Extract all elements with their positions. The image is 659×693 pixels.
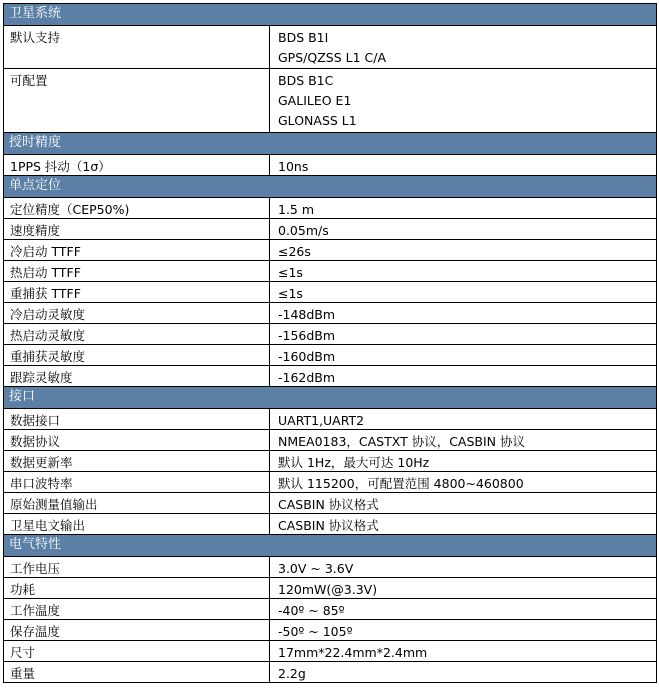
section-header	[4, 4, 656, 26]
table-row	[4, 493, 656, 514]
row-value-text: 17mm*22.4mm*2.4mm	[278, 645, 428, 660]
row-label-text: 定位精度（CEP50%)	[10, 202, 130, 217]
row-label	[4, 620, 270, 640]
row-label-text: 工作温度	[10, 603, 61, 618]
table-row	[4, 366, 656, 387]
row-value	[270, 155, 656, 175]
row-value-text: NMEA0183，CASTXT 协议，CASBIN 协议	[278, 434, 525, 449]
row-value-text: CASBIN 协议格式	[278, 518, 379, 533]
row-value-text: 3.0V ~ 3.6V	[278, 561, 354, 576]
row-label	[4, 26, 270, 68]
row-value	[270, 198, 656, 218]
row-value	[270, 261, 656, 281]
table-row	[4, 324, 656, 345]
row-value	[270, 557, 656, 577]
table-row	[4, 430, 656, 451]
row-value-text: 120mW(@3.3V)	[278, 582, 378, 597]
row-label-text: 重捕获灵敏度	[10, 349, 86, 364]
row-value	[270, 324, 656, 344]
table-row	[4, 26, 656, 69]
row-value	[270, 409, 656, 429]
row-label	[4, 261, 270, 281]
row-label-text: 功耗	[10, 582, 36, 597]
table-row	[4, 472, 656, 493]
table-row	[4, 345, 656, 366]
row-label	[4, 366, 270, 386]
row-value-text: -50º ~ 105º	[278, 624, 353, 639]
row-value-text: -40º ~ 85º	[278, 603, 345, 618]
row-label-text: 可配置	[10, 73, 48, 88]
row-label	[4, 69, 270, 132]
row-value-text: 1.5 m	[278, 202, 315, 217]
row-value	[270, 240, 656, 260]
row-label	[4, 599, 270, 619]
table-row	[4, 409, 656, 430]
row-label	[4, 324, 270, 344]
row-label-text: 保存温度	[10, 624, 61, 639]
row-value-text: ≤1s	[278, 286, 303, 301]
row-value	[270, 472, 656, 492]
table-row	[4, 219, 656, 240]
row-value	[270, 303, 656, 323]
row-value	[270, 282, 656, 302]
table-row	[4, 620, 656, 641]
row-value-text: BDS B1C	[278, 73, 334, 88]
row-value	[270, 430, 656, 450]
row-label	[4, 662, 270, 682]
row-label-text: 冷启动 TTFF	[10, 244, 81, 259]
row-value-text: -162dBm	[278, 370, 336, 385]
section-header	[4, 133, 656, 155]
row-value	[270, 366, 656, 386]
row-value-text: BDS B1I	[278, 30, 329, 45]
table-row	[4, 514, 656, 535]
row-label-text: 1PPS 抖动（1σ）	[10, 159, 111, 174]
row-value	[270, 451, 656, 471]
row-value-text: GALILEO E1	[278, 93, 352, 108]
section-header	[4, 176, 656, 198]
row-label	[4, 641, 270, 661]
section-header	[4, 387, 656, 409]
row-label	[4, 155, 270, 175]
row-label-text: 重量	[10, 666, 36, 681]
section-title: 授时精度	[9, 135, 62, 150]
table-row	[4, 261, 656, 282]
row-label	[4, 514, 270, 534]
row-value-text: GLONASS L1	[278, 113, 357, 128]
table-row	[4, 303, 656, 324]
row-value-text: 默认 115200，可配置范围 4800~460800	[278, 476, 524, 491]
row-label	[4, 557, 270, 577]
row-value-text: 0.05m/s	[278, 223, 329, 238]
table-row	[4, 198, 656, 219]
row-label	[4, 472, 270, 492]
row-label	[4, 282, 270, 302]
table-row	[4, 282, 656, 303]
row-label-text: 尺寸	[10, 645, 36, 660]
row-label	[4, 240, 270, 260]
row-value	[270, 620, 656, 640]
table-row	[4, 451, 656, 472]
row-value-text: 2.2g	[278, 666, 306, 681]
row-value	[270, 345, 656, 365]
row-value-text: ≤1s	[278, 265, 303, 280]
row-value-text: ≤26s	[278, 244, 311, 259]
row-label	[4, 198, 270, 218]
row-label	[4, 493, 270, 513]
section-title: 电气特性	[9, 537, 62, 552]
row-value-text: -148dBm	[278, 307, 336, 322]
row-value	[270, 578, 656, 598]
row-label-text: 卫星电文输出	[10, 518, 86, 533]
row-label	[4, 430, 270, 450]
table-row	[4, 69, 656, 133]
row-value-text: 10ns	[278, 159, 309, 174]
row-label	[4, 219, 270, 239]
row-value	[270, 641, 656, 661]
row-value-text: -160dBm	[278, 349, 336, 364]
row-label	[4, 409, 270, 429]
row-label	[4, 578, 270, 598]
row-label	[4, 345, 270, 365]
row-value-text: 默认 1Hz，最大可达 10Hz	[278, 455, 430, 470]
row-label-text: 数据接口	[10, 413, 61, 428]
table-row	[4, 662, 656, 683]
row-label-text: 热启动 TTFF	[10, 265, 81, 280]
section-header	[4, 535, 656, 557]
row-label-text: 跟踪灵敏度	[10, 370, 73, 385]
row-label	[4, 451, 270, 471]
row-label-text: 原始测量值输出	[10, 497, 98, 512]
section-title: 接口	[9, 389, 36, 404]
row-value	[270, 69, 656, 132]
row-value	[270, 26, 656, 68]
row-label-text: 串口波特率	[10, 476, 73, 491]
row-value	[270, 219, 656, 239]
row-label-text: 默认支持	[10, 30, 61, 45]
row-value	[270, 514, 656, 534]
section-title: 单点定位	[9, 178, 62, 193]
row-value-text: GPS/QZSS L1 C/A	[278, 49, 386, 65]
section-title: 卫星系统	[9, 6, 62, 21]
row-label-text: 工作电压	[10, 561, 61, 576]
table-row	[4, 578, 656, 599]
row-value	[270, 493, 656, 513]
spec-table	[3, 3, 657, 683]
row-value	[270, 599, 656, 619]
table-row	[4, 155, 656, 176]
row-label-text: 数据更新率	[10, 455, 73, 470]
table-row	[4, 641, 656, 662]
table-row	[4, 599, 656, 620]
row-label-text: 数据协议	[10, 434, 61, 449]
table-row	[4, 557, 656, 578]
row-label-text: 冷启动灵敏度	[10, 307, 86, 322]
row-value-text: -156dBm	[278, 328, 336, 343]
row-value-text: UART1,UART2	[278, 413, 365, 428]
row-label-text: 速度精度	[10, 223, 61, 238]
row-label-text: 重捕获 TTFF	[10, 286, 81, 301]
row-value	[270, 662, 656, 682]
row-label	[4, 303, 270, 323]
row-label-text: 热启动灵敏度	[10, 328, 86, 343]
table-row	[4, 240, 656, 261]
row-value-text: CASBIN 协议格式	[278, 497, 379, 512]
